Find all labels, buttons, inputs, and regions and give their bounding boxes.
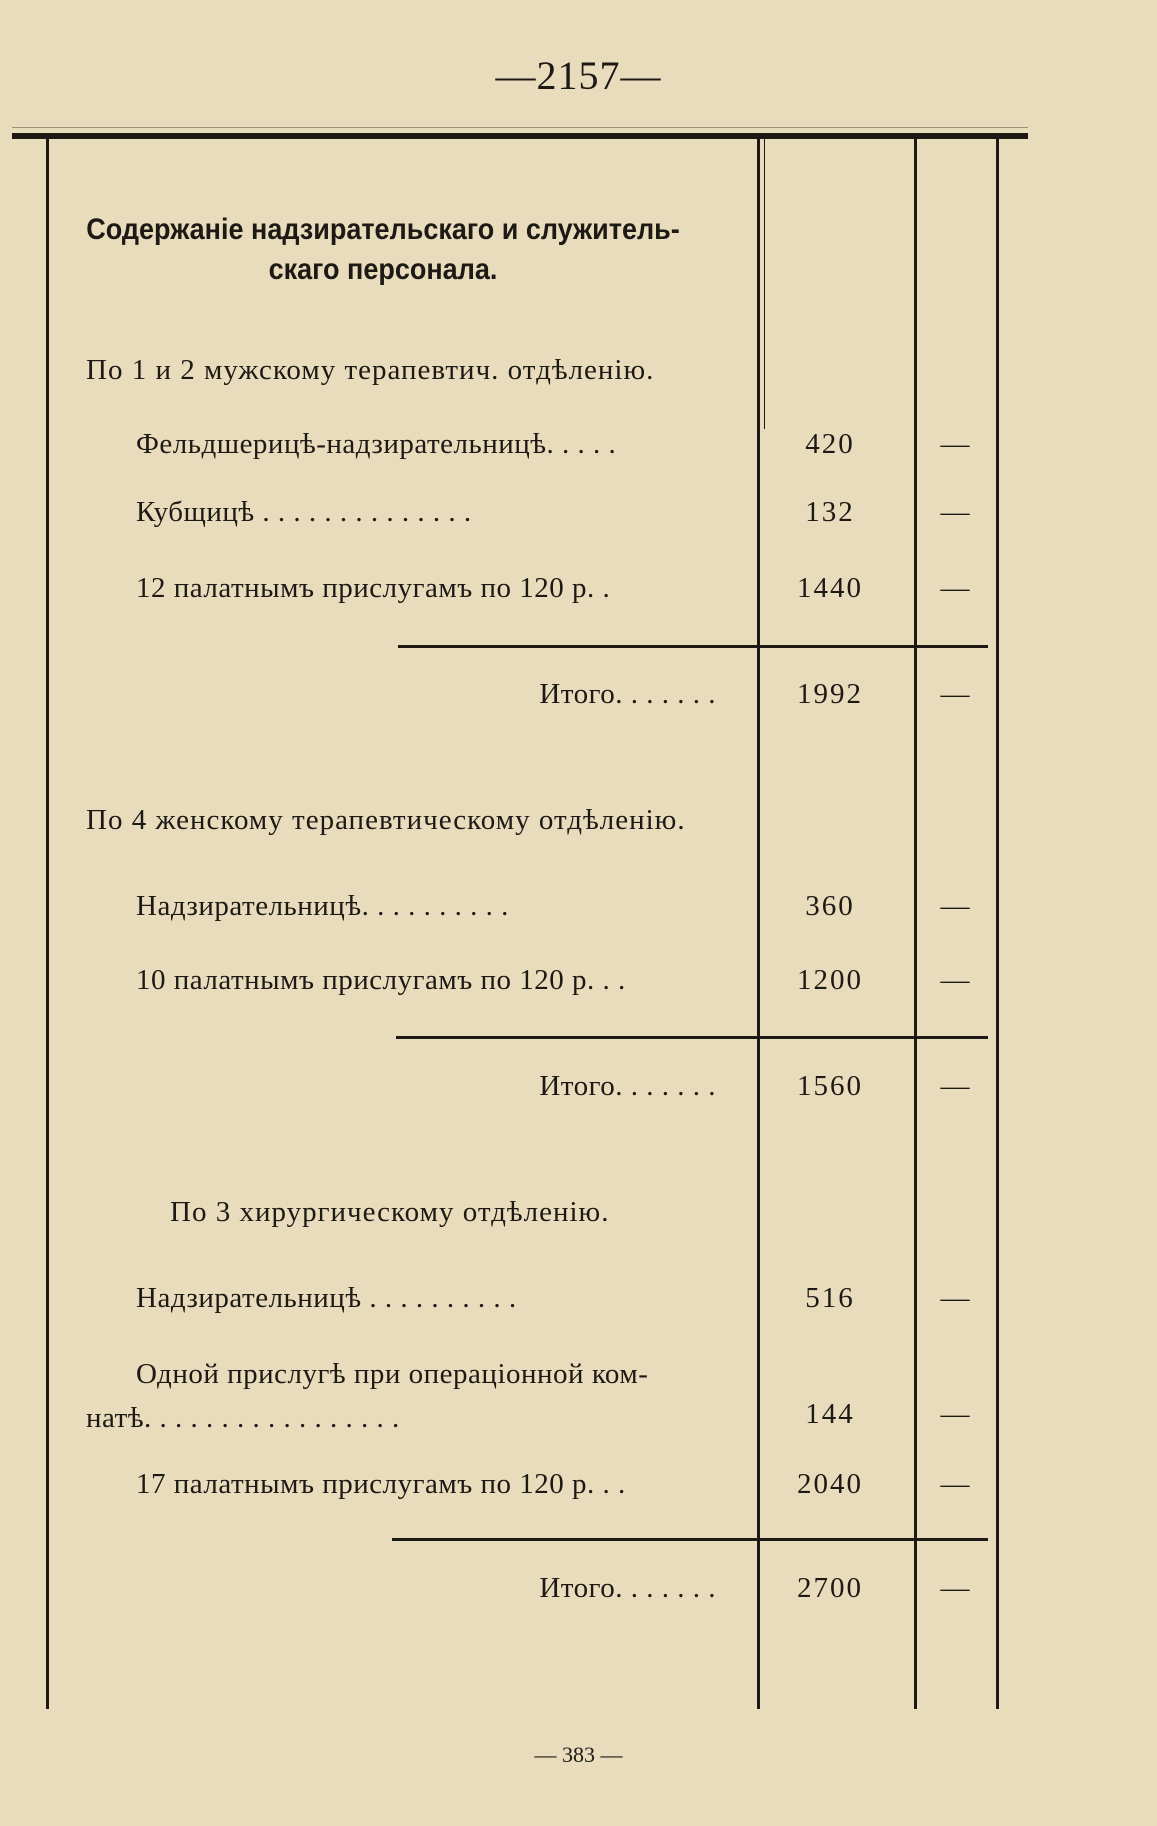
- row-label: 12 палатнымъ прислугамъ по 120 р. .: [136, 572, 611, 604]
- total-label: Итого. . . . . . .: [539, 1070, 716, 1102]
- row-amount: 1200: [797, 964, 863, 996]
- page-number-top: —2157—: [495, 53, 662, 98]
- total-row: [0, 678, 1157, 718]
- total-amount: 2700: [797, 1572, 863, 1604]
- row-amount: 420: [805, 428, 855, 460]
- row-label: Одной прислугѣ при операціонной ком-: [136, 1358, 649, 1390]
- row-amount: 360: [805, 890, 855, 922]
- subtotal-rule: [396, 1036, 988, 1039]
- total-row: [0, 1070, 1157, 1110]
- page-number-bottom: — 383 —: [534, 1742, 623, 1767]
- row-amount: 1440: [797, 572, 863, 604]
- row-amount: 2040: [797, 1468, 863, 1500]
- table-row: [0, 1468, 1157, 1508]
- row-kopecks: —: [940, 428, 970, 460]
- row-kopecks: —: [940, 1398, 970, 1430]
- row-kopecks: —: [940, 1282, 970, 1314]
- total-label: Итого. . . . . . .: [539, 1572, 716, 1604]
- row-label: 17 палатнымъ прислугамъ по 120 р. . .: [136, 1468, 626, 1500]
- heading-line-2: скаго персонала.: [268, 253, 498, 286]
- section-title: По 3 хирургическому отдѣленію.: [170, 1196, 610, 1228]
- total-label: Итого. . . . . . .: [539, 678, 716, 710]
- section-title: По 1 и 2 мужскому терапевтич. отдѣленію.: [86, 354, 655, 386]
- row-label: Фельдшерицѣ-надзирательницѣ. . . . .: [136, 428, 617, 460]
- total-kopecks: —: [940, 1572, 970, 1604]
- row-kopecks: —: [940, 1468, 970, 1500]
- total-kopecks: —: [940, 678, 970, 710]
- table-row: [0, 890, 1157, 930]
- row-kopecks: —: [940, 496, 970, 528]
- table-row: [0, 496, 1157, 536]
- subtotal-rule: [392, 1538, 988, 1541]
- row-label: Кубщицѣ . . . . . . . . . . . . . .: [136, 496, 472, 528]
- table-row: [0, 572, 1157, 612]
- row-amount: 132: [805, 496, 855, 528]
- row-label: Надзирательницѣ. . . . . . . . . .: [136, 890, 509, 922]
- row-kopecks: —: [940, 890, 970, 922]
- total-row: [0, 1572, 1157, 1612]
- row-amount: 516: [805, 1282, 855, 1314]
- row-amount: 144: [805, 1398, 855, 1430]
- header-thin-rule: [12, 127, 1028, 128]
- total-amount: 1992: [797, 678, 863, 710]
- header-rule: [12, 133, 1028, 139]
- total-kopecks: —: [940, 1070, 970, 1102]
- table-row: [0, 428, 1157, 468]
- total-amount: 1560: [797, 1070, 863, 1102]
- row-label: Надзирательницѣ . . . . . . . . . .: [136, 1282, 517, 1314]
- row-label-continued: натѣ. . . . . . . . . . . . . . . . .: [86, 1402, 400, 1434]
- section-heading: [86, 210, 680, 290]
- row-label: 10 палатнымъ прислугамъ по 120 р. . .: [136, 964, 626, 996]
- subtotal-rule: [398, 645, 988, 648]
- table-row: [0, 1282, 1157, 1322]
- row-kopecks: —: [940, 572, 970, 604]
- amount-column-divider-inner: [764, 139, 765, 429]
- table-row: [0, 1354, 1157, 1438]
- table-row: [0, 964, 1157, 1004]
- row-kopecks: —: [940, 964, 970, 996]
- section-title: По 4 женскому терапевтическому отдѣленію.: [86, 804, 686, 836]
- heading-line-1: Содержаніе надзирательскаго и служитель-: [86, 213, 680, 246]
